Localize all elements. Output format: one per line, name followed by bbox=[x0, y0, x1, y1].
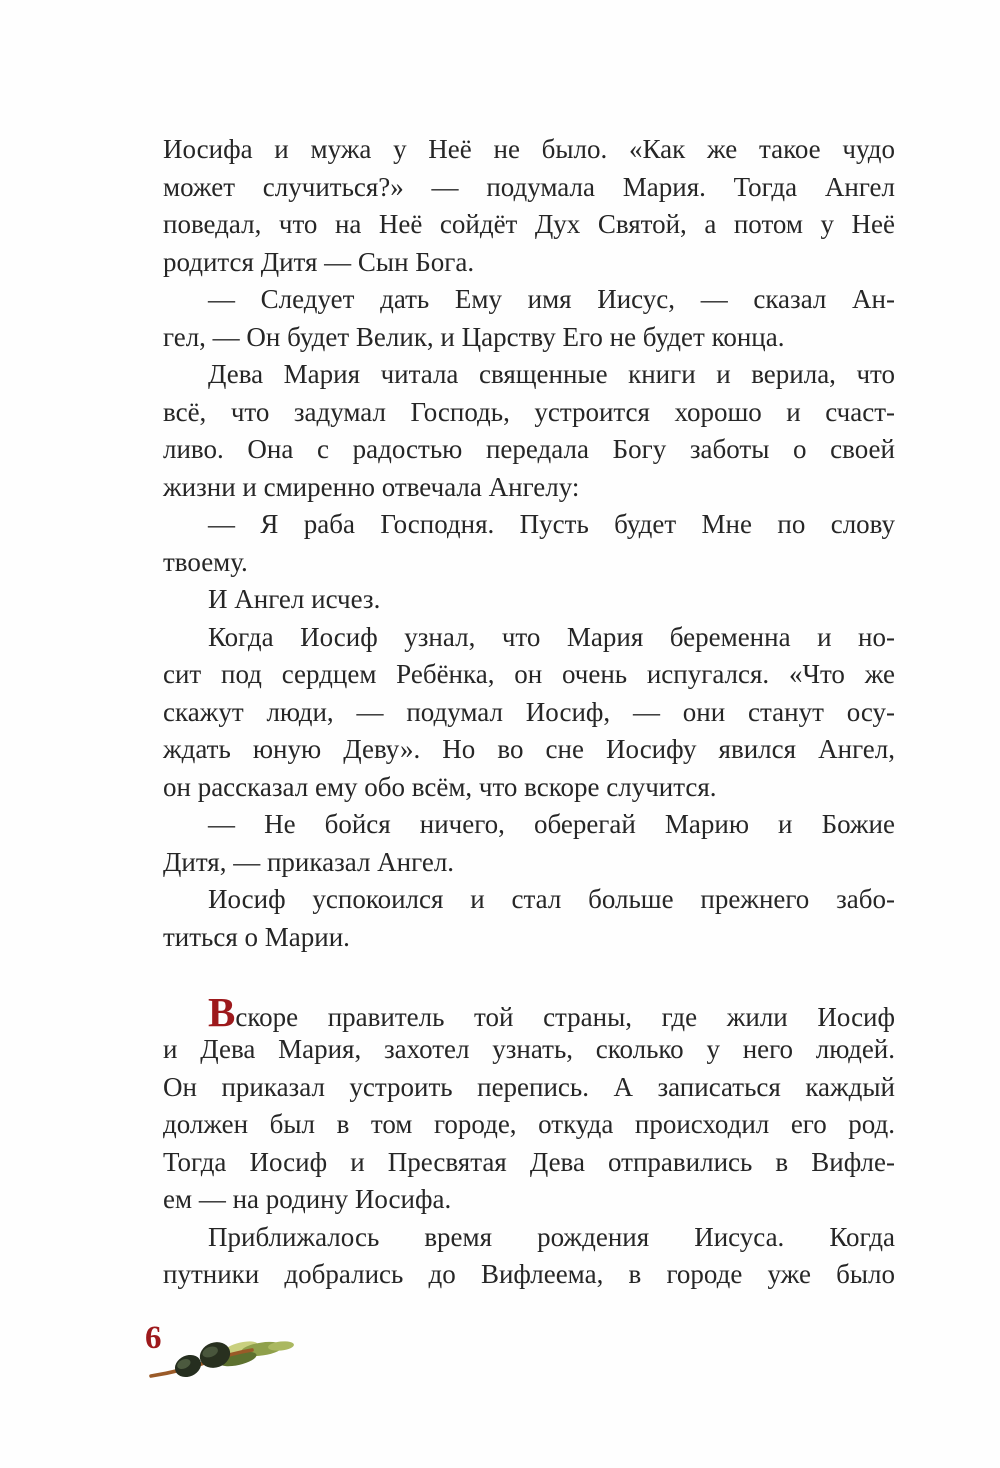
text-line: — Следует дать Ему имя Иисус, — сказал Ан- bbox=[208, 284, 895, 314]
text-line: может случиться?» — подумала Мария. Тогда Ангел bbox=[163, 171, 895, 202]
text-line: сит под сердцем Ребёнка, он очень испугался. «Что же bbox=[163, 659, 895, 689]
text-line: Приближалось время рождения Иисуса. Когда bbox=[208, 1221, 895, 1252]
text-line: — Не бойся ничего, оберегай Марию и Божие bbox=[208, 809, 895, 839]
text-line: родится Дитя — Сын Бога. bbox=[163, 246, 475, 277]
text-line: Тогда Иосиф и Пресвятая Дева отправились в Вифле- bbox=[163, 1146, 895, 1177]
text-line: Дитя, — приказал Ангел. bbox=[163, 846, 455, 877]
paragraph bbox=[163, 988, 895, 1219]
text-line: жизни и смиренно отвечала Ангелу: bbox=[163, 471, 580, 502]
paragraph bbox=[163, 131, 895, 281]
text-line: твоему. bbox=[163, 546, 248, 577]
text-line: ждать юную Деву». Но во сне Иосифу явился Ангел, bbox=[163, 734, 895, 764]
text-line: Дева Мария читала священные книги и верила, что bbox=[208, 359, 895, 389]
text-line: И Ангел исчез. bbox=[208, 584, 381, 614]
paragraph bbox=[163, 806, 895, 881]
text-line: должен был в том городе, откуда происходил его род. bbox=[163, 1109, 895, 1139]
text-line: Он приказал устроить перепись. А записаться каждый bbox=[163, 1071, 895, 1102]
text-line: ливо. Она с радостью передала Богу заботы о своей bbox=[163, 434, 895, 464]
olive-fruit-small bbox=[171, 1351, 204, 1381]
text-block bbox=[163, 131, 895, 1294]
paragraph bbox=[163, 281, 895, 356]
text-line: он рассказал ему обо всём, что вскоре случится. bbox=[163, 771, 717, 802]
paragraph bbox=[163, 506, 895, 581]
page-footer bbox=[140, 1322, 320, 1392]
paragraph bbox=[163, 881, 895, 956]
text-line: путники добрались до Вифлеема, в городе уже было bbox=[163, 1259, 895, 1289]
text-line: Иосифа и мужа у Неё не было. «Как же такое чудо bbox=[163, 134, 895, 164]
text-line: титься о Марии. bbox=[163, 921, 350, 952]
paragraph bbox=[163, 581, 895, 619]
olive-branch-icon bbox=[148, 1336, 300, 1384]
text-line: Когда Иосиф узнал, что Мария беременна и но- bbox=[208, 621, 895, 652]
text-line: и Дева Мария, захотел узнать, сколько у него людей. bbox=[163, 1034, 895, 1064]
red-initial-letter: В bbox=[208, 988, 236, 1035]
text-line: скажут люди, — подумал Иосиф, — они станут осу- bbox=[163, 696, 895, 727]
text-line: ем — на родину Иосифа. bbox=[163, 1184, 452, 1214]
paragraph bbox=[163, 1219, 895, 1294]
text-line: — Я раба Господня. Пусть будет Мне по слову bbox=[208, 509, 895, 539]
text-line: поведал, что на Неё сойдёт Дух Святой, а потом у Неё bbox=[163, 209, 895, 239]
paragraph bbox=[163, 356, 895, 506]
paragraph bbox=[163, 619, 895, 807]
text-line: гел, — Он будет Велик, и Царству Его не будет конца. bbox=[163, 321, 785, 352]
text-line: всё, что задумал Господь, устроится хорошо и счаст- bbox=[163, 396, 895, 427]
page-number: 6 bbox=[145, 1320, 162, 1356]
olive-fruit-large bbox=[196, 1338, 234, 1372]
text-line: Иосиф успокоился и стал больше прежнего забо- bbox=[208, 884, 895, 914]
text-line: Вскоре правитель той страны, где жили Иосиф bbox=[208, 988, 895, 1035]
